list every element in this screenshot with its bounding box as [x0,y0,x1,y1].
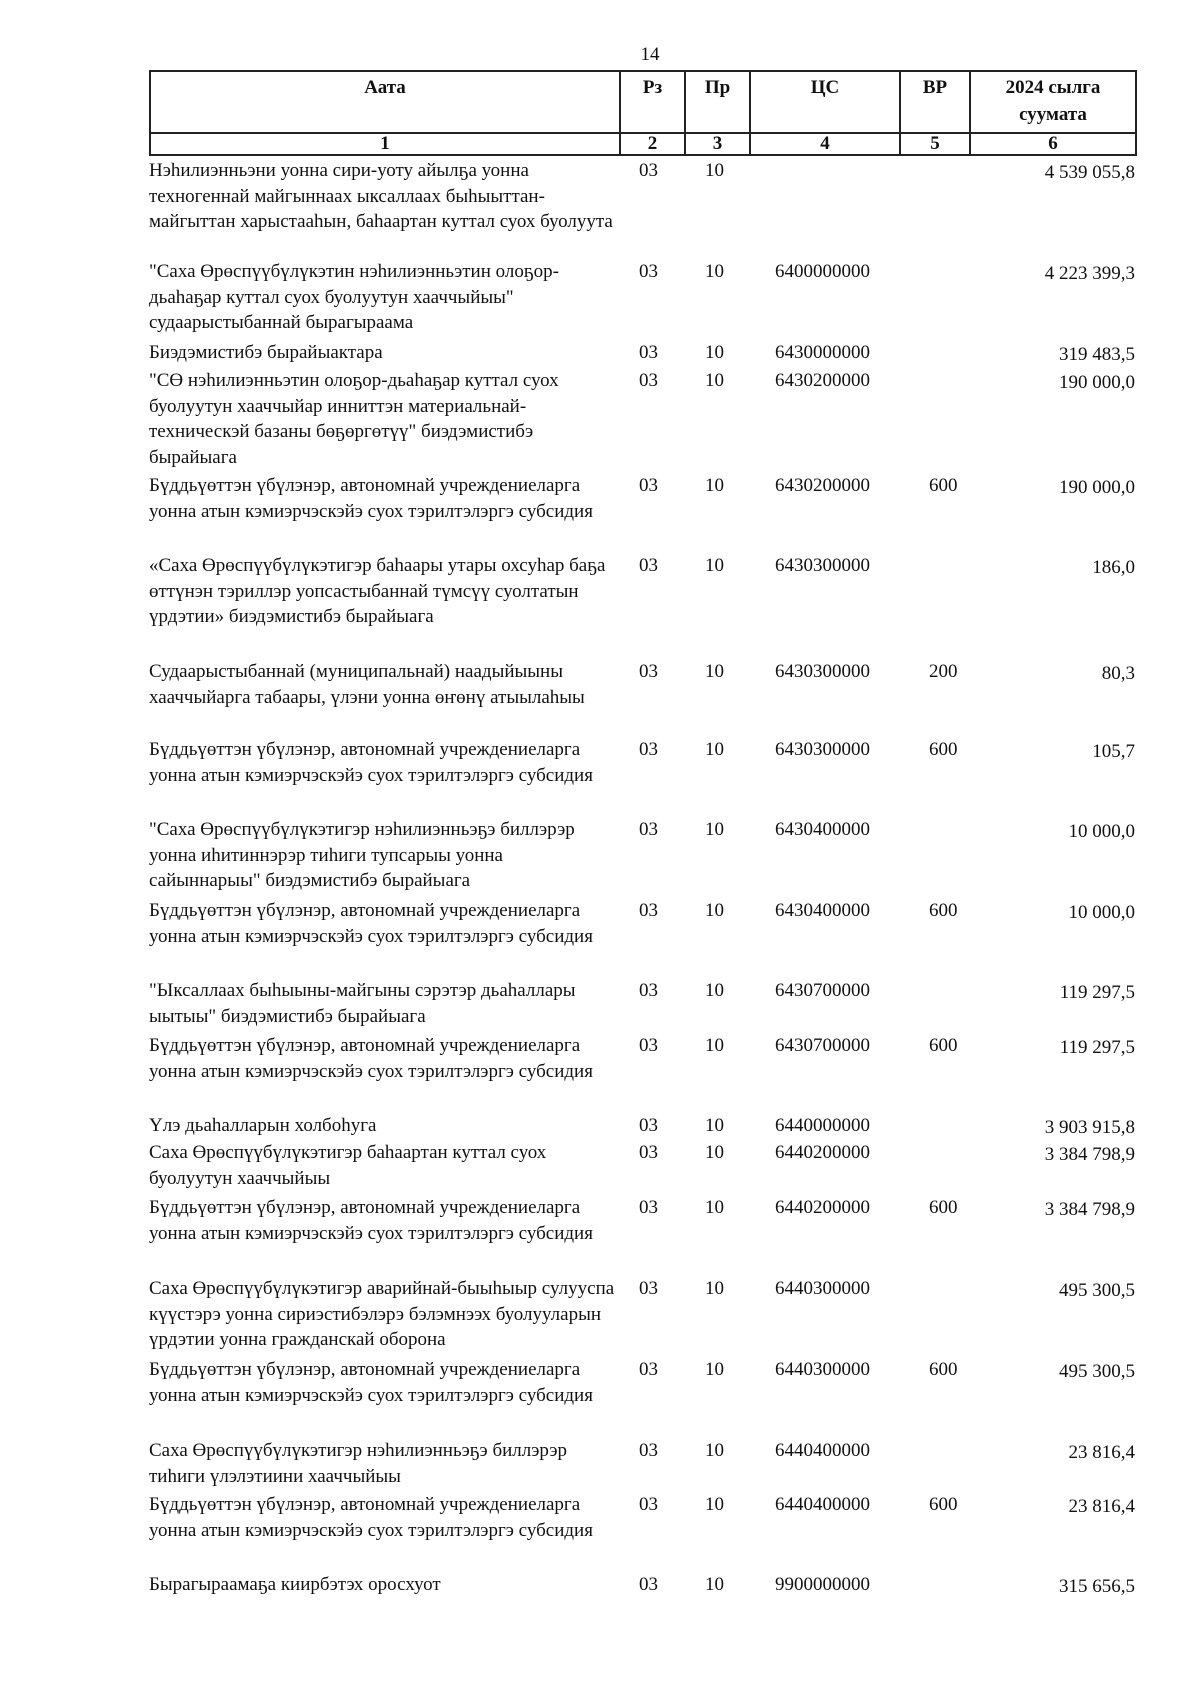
row-name: "СӨ нэһилиэнньэтин олоҕор-дьаһаҕар куттал суох буолуутун хааччыйар инниттэн материальнай-техническэй базаны бөҕөргөтүү" биэдэмистибэ бырайыага [149,370,559,468]
table-row [149,158,1135,259]
row-rz: 03 [639,980,658,1001]
row-name: Бүддьүөттэн үбүлэнэр, автономнай учреждениеларга уонна атын кэмиэрчэскэйэ суох тэрилтэлэргэ субсидия [149,1035,593,1082]
row-rz: 03 [639,819,658,840]
row-cs: 9900000000 [775,1574,870,1595]
row-amount: 119 297,5 [1059,982,1135,1003]
row-pr: 10 [705,1278,724,1299]
row-pr: 10 [705,980,724,1001]
row-rz: 03 [639,1440,658,1461]
row-name: Биэдэмистибэ бырайыактара [149,342,383,363]
column-header-amount: 2024 сылга суумата [970,71,1136,133]
row-pr: 10 [705,900,724,921]
row-name: Саха Өрөспүүбүлүкэтигэр баһаартан куттал суох буолуутун хааччыйыы [149,1142,547,1189]
column-header-name: Аата [150,71,620,133]
row-name: Бүддьүөттэн үбүлэнэр, автономнай учреждениеларга уонна атын кэмиэрчэскэйэ суох тэрилтэлэргэ субсидия [149,1494,593,1541]
table-row [149,1113,1135,1140]
row-rz: 03 [639,160,658,181]
row-rz: 03 [639,1574,658,1595]
row-amount: 4 223 399,3 [1044,263,1135,284]
row-vr: 600 [929,475,958,496]
row-name: "Саха Өрөспүүбүлүкэтигэр нэһилиэнньэҕэ биллэрэр уонна иһитиннэрэр тиһиги тупсарыы уонна сайыннарыы" биэдэмистибэ бырайыага [149,819,575,891]
row-vr: 200 [929,661,958,682]
row-cs: 6430700000 [775,980,870,1001]
row-amount: 10 000,0 [1068,821,1135,842]
row-vr: 600 [929,1359,958,1380]
row-cs: 6440300000 [775,1278,870,1299]
row-pr: 10 [705,1494,724,1515]
budget-rows [149,158,1135,1602]
column-number-5: 5 [900,133,970,155]
table-header [149,70,1137,156]
row-vr: 600 [929,900,958,921]
row-rz: 03 [639,739,658,760]
row-rz: 03 [639,261,658,282]
row-cs: 6430300000 [775,661,870,682]
row-vr: 600 [929,1035,958,1056]
row-pr: 10 [705,160,724,181]
row-rz: 03 [639,475,658,496]
row-cs: 6440400000 [775,1494,870,1515]
row-name: Саха Өрөспүүбүлүкэтигэр нэһилиэнньэҕэ биллэрэр тиһиги үлэлэтиини хааччыйыы [149,1440,568,1487]
table-row [149,1195,1135,1276]
row-cs: 6430300000 [775,739,870,760]
row-cs: 6430000000 [775,342,870,363]
column-number-6: 6 [970,133,1136,155]
row-cs: 6430400000 [775,819,870,840]
table-row [149,898,1135,978]
page-number: 14 [640,44,660,65]
row-amount: 3 903 915,8 [1044,1117,1135,1138]
column-header-vr: ВР [900,71,970,133]
row-amount: 186,0 [1092,557,1135,578]
row-name: Бүддьүөттэн үбүлэнэр, автономнай учреждениеларга уонна атын кэмиэрчэскэйэ суох тэрилтэлэргэ субсидия [149,475,593,522]
row-pr: 10 [705,370,724,391]
row-rz: 03 [639,1115,658,1136]
row-name: Үлэ дьаһалларын холбоһуга [149,1115,377,1136]
row-amount: 495 300,5 [1059,1280,1135,1301]
row-pr: 10 [705,661,724,682]
row-pr: 10 [705,819,724,840]
table-row [149,1492,1135,1572]
table-row [149,1276,1135,1357]
row-rz: 03 [639,1142,658,1163]
row-name: Бүддьүөттэн үбүлэнэр, автономнай учреждениеларга уонна атын кэмиэрчэскэйэ суох тэрилтэлэргэ субсидия [149,739,593,786]
row-pr: 10 [705,1115,724,1136]
row-amount: 190 000,0 [1059,477,1135,498]
row-name: "Ыксаллаах быһыыны-майгыны сэрэтэр дьаһаллары ыытыы" биэдэмистибэ бырайыага [149,980,576,1027]
row-rz: 03 [639,555,658,576]
table-row [149,340,1135,368]
row-pr: 10 [705,555,724,576]
row-pr: 10 [705,342,724,363]
row-cs: 6440200000 [775,1197,870,1218]
table-row [149,978,1135,1033]
row-cs: 6430200000 [775,370,870,391]
table-row [149,817,1135,898]
row-cs: 6430300000 [775,555,870,576]
row-vr: 600 [929,1197,958,1218]
row-amount: 119 297,5 [1059,1037,1135,1058]
row-rz: 03 [639,370,658,391]
row-amount: 4 539 055,8 [1044,162,1135,183]
row-pr: 10 [705,1197,724,1218]
row-name: Бырагыраамаҕа киирбэтэх оросхуот [149,1574,441,1595]
row-vr: 600 [929,1494,958,1515]
row-name: Бүддьүөттэн үбүлэнэр, автономнай учреждениеларга уонна атын кэмиэрчэскэйэ суох тэрилтэлэргэ субсидия [149,900,593,947]
row-vr: 600 [929,739,958,760]
row-amount: 190 000,0 [1059,372,1135,393]
row-amount: 23 816,4 [1068,1442,1135,1463]
row-amount: 3 384 798,9 [1044,1199,1135,1220]
row-rz: 03 [639,661,658,682]
table-row [149,553,1135,659]
table-row [149,1438,1135,1492]
row-cs: 6440200000 [775,1142,870,1163]
column-number-4: 4 [750,133,900,155]
row-name: «Саха Өрөспүүбүлүкэтигэр баһаары утары охсуһар баҕа өттүнэн тэриллэр уопсастыбаннай түмсүү суолтатын үрдэтии» биэдэмистибэ бырайыага [149,555,606,627]
row-pr: 10 [705,1142,724,1163]
row-amount: 10 000,0 [1068,902,1135,923]
table-row [149,1033,1135,1113]
row-amount: 3 384 798,9 [1044,1144,1135,1165]
table-row [149,659,1135,737]
row-rz: 03 [639,1197,658,1218]
table-row [149,368,1135,473]
column-number-1: 1 [150,133,620,155]
row-amount: 105,7 [1092,741,1135,762]
table-row [149,259,1135,340]
row-amount: 315 656,5 [1059,1576,1135,1597]
table-row [149,1572,1135,1602]
row-name: Нэһилиэнньэни уонна сири-уоту айылҕа уонна техногеннай майгыннаах ыксаллаах быһыыттан-майгыттан харыстааһын, баһаартан куттал суох буолуута [149,160,613,232]
row-cs: 6430200000 [775,475,870,496]
table-row [149,737,1135,817]
table-row [149,1357,1135,1438]
row-name: Саха Өрөспүүбүлүкэтигэр аварийнай-быыһыыр сулууспа күүстэрэ уонна сириэстибэлэрэ бэлэмнээх буолууларын үрдэтии уонна гражданскай оборона [149,1278,615,1350]
row-cs: 6430700000 [775,1035,870,1056]
row-amount: 23 816,4 [1068,1496,1135,1517]
row-pr: 10 [705,1574,724,1595]
row-name: Судаарыстыбаннай (муниципальнай) наадыйыыны хааччыйарга табаары, үлэни уонна өҥөнү атыылаһыы [149,661,585,708]
row-pr: 10 [705,739,724,760]
row-pr: 10 [705,1035,724,1056]
row-rz: 03 [639,1359,658,1380]
row-cs: 6430400000 [775,900,870,921]
row-name: Бүддьүөттэн үбүлэнэр, автономнай учреждениеларга уонна атын кэмиэрчэскэйэ суох тэрилтэлэргэ субсидия [149,1359,593,1406]
row-pr: 10 [705,475,724,496]
column-number-3: 3 [685,133,750,155]
column-number-2: 2 [620,133,685,155]
row-pr: 10 [705,1440,724,1461]
row-rz: 03 [639,342,658,363]
row-rz: 03 [639,1035,658,1056]
row-pr: 10 [705,1359,724,1380]
row-rz: 03 [639,900,658,921]
row-cs: 6440000000 [775,1115,870,1136]
row-cs: 6440300000 [775,1359,870,1380]
table-row [149,473,1135,553]
row-rz: 03 [639,1494,658,1515]
row-amount: 495 300,5 [1059,1361,1135,1382]
column-header-pr: Пр [685,71,750,133]
column-header-cs: ЦС [750,71,900,133]
column-header-rz: Рз [620,71,685,133]
table-row [149,1140,1135,1195]
row-name: Бүддьүөттэн үбүлэнэр, автономнай учреждениеларга уонна атын кэмиэрчэскэйэ суох тэрилтэлэргэ субсидия [149,1197,593,1244]
row-pr: 10 [705,261,724,282]
row-rz: 03 [639,1278,658,1299]
row-amount: 319 483,5 [1059,344,1135,365]
row-cs: 6440400000 [775,1440,870,1461]
row-name: "Саха Өрөспүүбүлүкэтин нэһилиэнньэтин олоҕор-дьаһаҕар куттал суох буолуутун хааччыйыы" судаарыстыбаннай бырагыраама [149,261,559,333]
row-cs: 6400000000 [775,261,870,282]
row-amount: 80,3 [1101,663,1135,684]
